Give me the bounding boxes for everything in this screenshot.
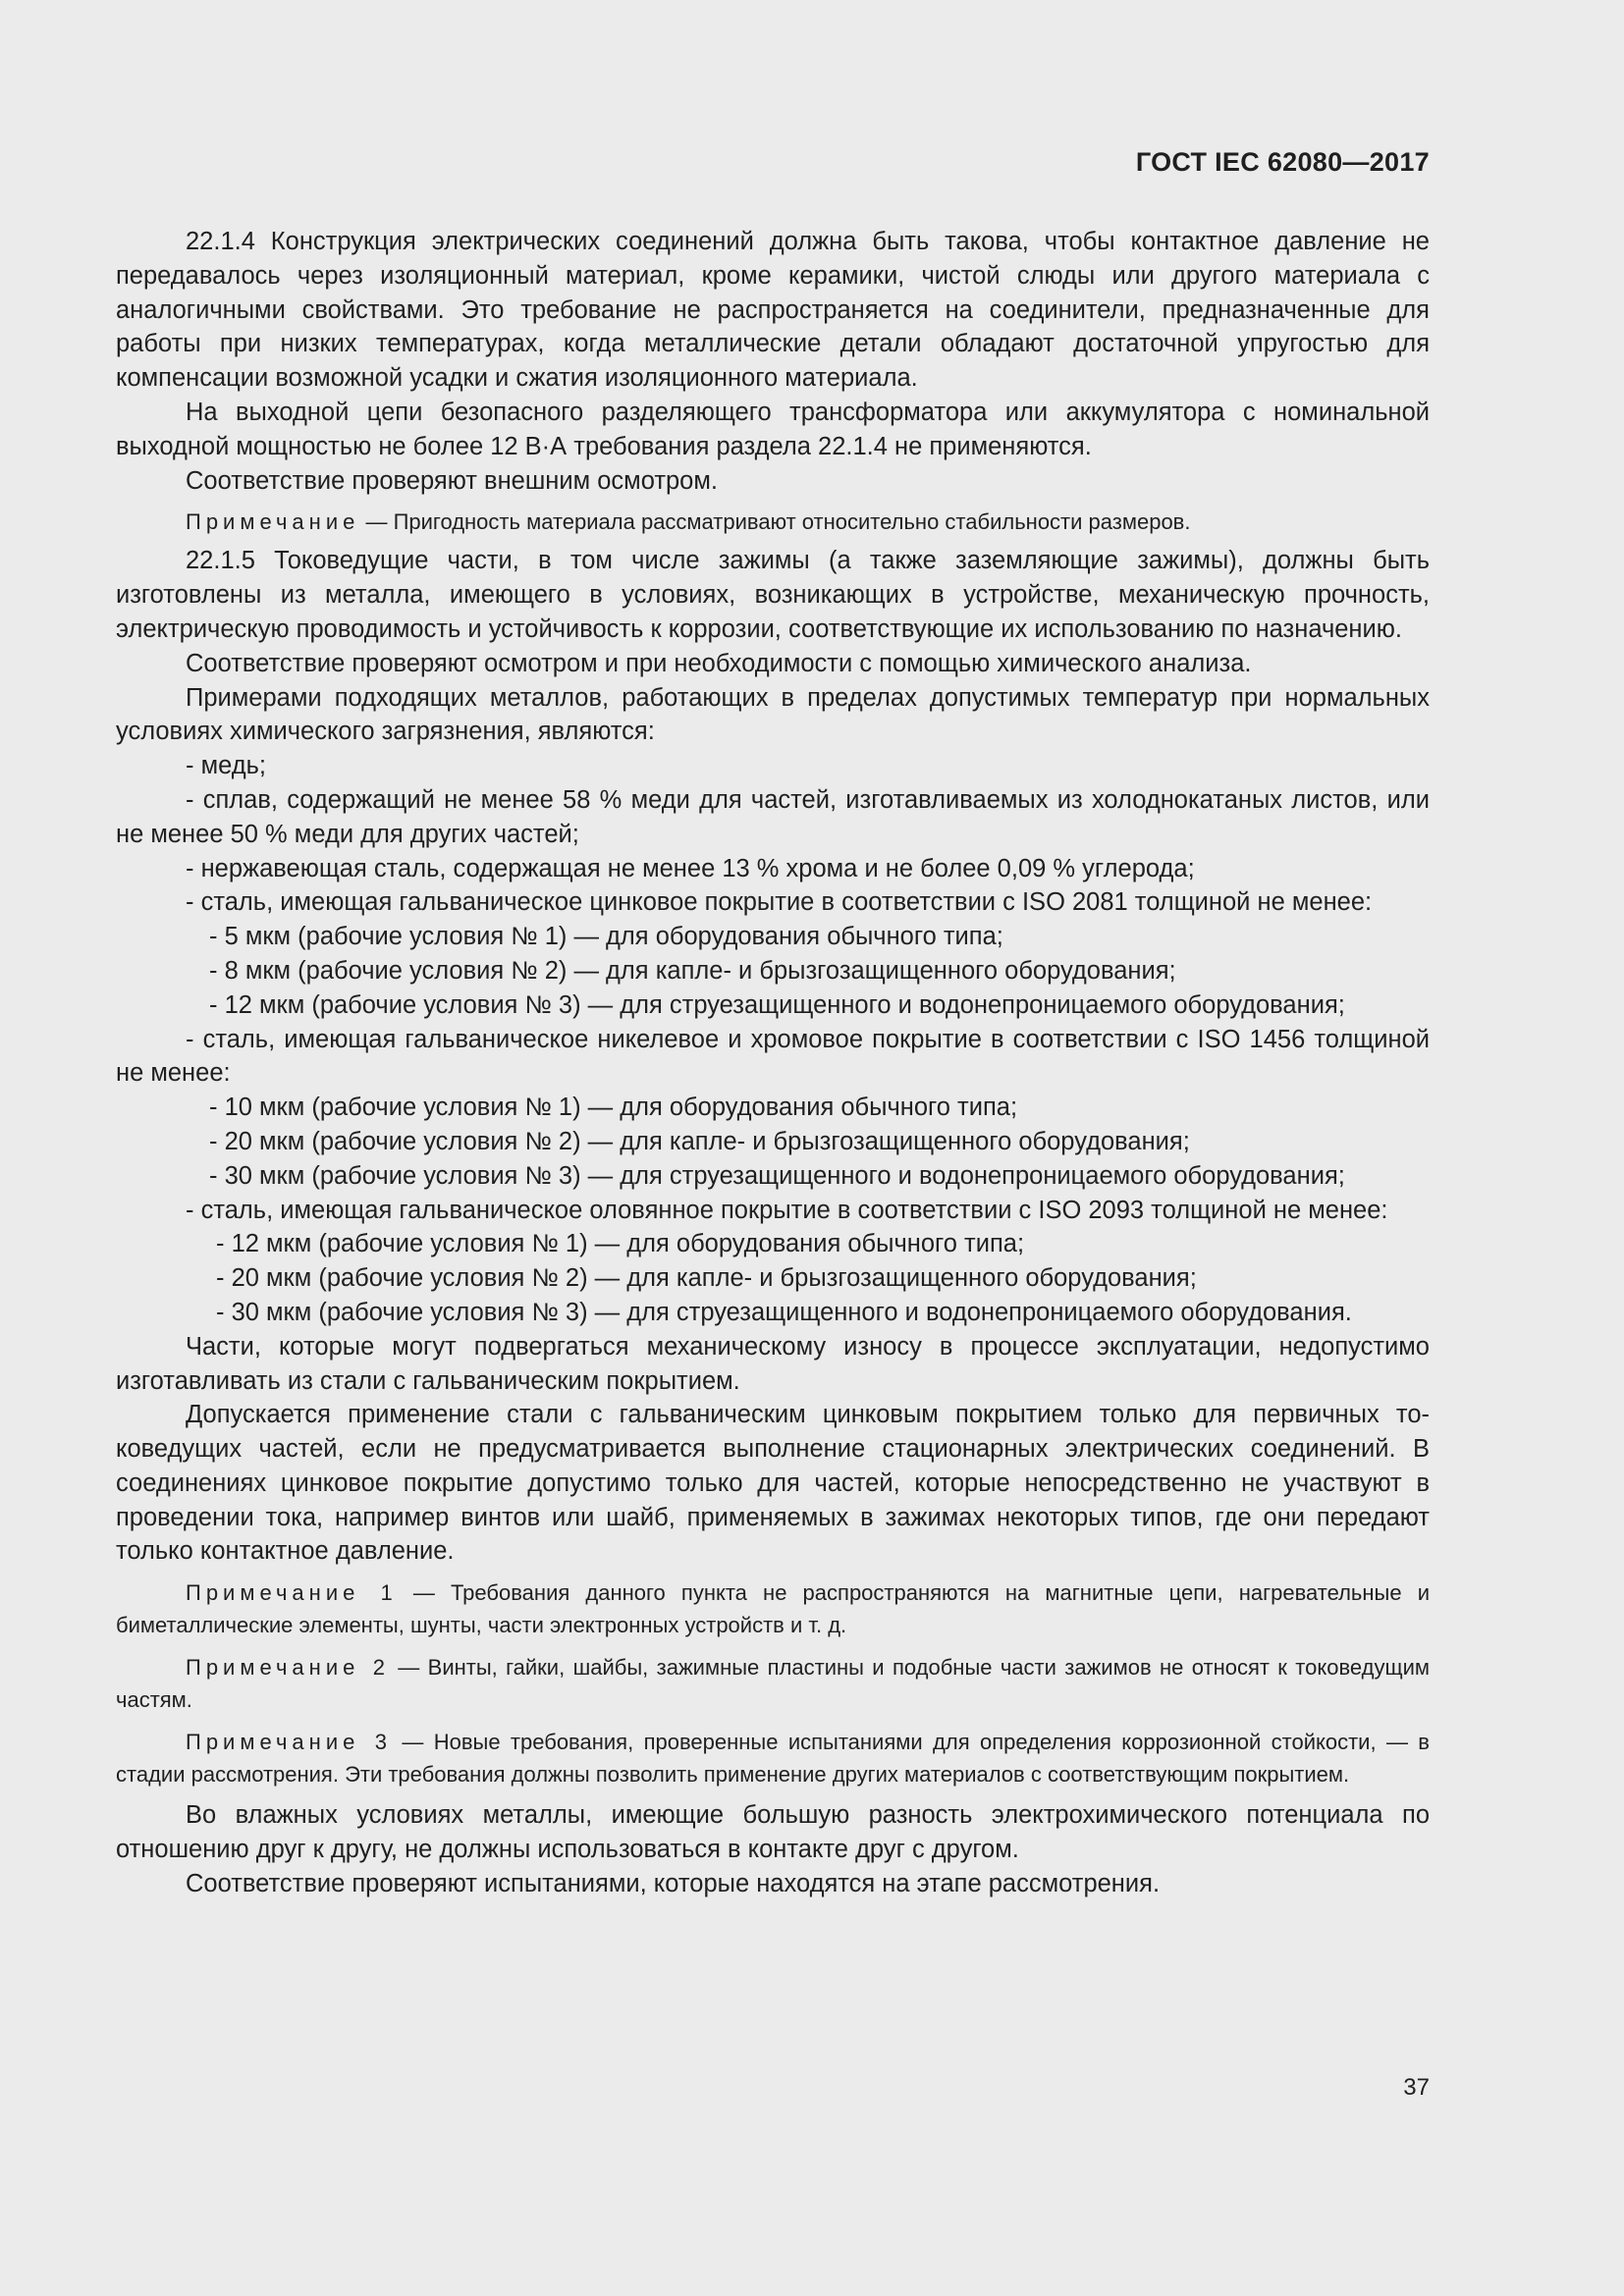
note (116, 506, 1430, 538)
paragraph: Во влажных условиях металлы, имеющие большую разность электрохимического потенциала по отношению друг к другу, не должны использоваться в контакте друг с другом. (116, 1801, 1430, 1864)
note-label: Примечание 1 (186, 1580, 398, 1606)
note (116, 1576, 1430, 1641)
note-text: — Винты, гайки, шайбы, зажимные пластины и подобные части зажимов не относят к токоведущим частям. (116, 1655, 1430, 1713)
sub-list-item: - 30 мкм (рабочие условия № 3) — для струезащищенного и водонепроницаемого оборудования; (209, 1161, 1345, 1190)
sub-list-item: - 12 мкм (рабочие условия № 1) — для оборудования обычного типа; (216, 1230, 1025, 1258)
sub-list-item: - 8 мкм (рабочие условия № 2) — для капле- и брызгозащищенного оборудования; (209, 956, 1176, 985)
note-label: Примечание 3 (186, 1730, 392, 1755)
sub-list-item: - 10 мкм (рабочие условия № 1) — для оборудования обычного типа; (209, 1094, 1018, 1122)
note-label: Примечание 2 (186, 1655, 390, 1681)
paragraph: На выходной цепи безопасного разделяющего трансформатора или аккумулятора с номинальной выходной мощностью не более 12 В·А требования раздела 22.1.4 не применяются. (116, 398, 1430, 460)
document-header: ГОСТ IEC 62080—2017 (1135, 147, 1430, 177)
paragraph: Части, которые могут подвергаться механическому износу в процессе эксплуатации, недопустимо изготавливать из стали с гальваническим покрытием. (116, 1332, 1430, 1395)
note-label: Примечание (186, 509, 360, 535)
paragraph: Допускается применение стали с гальваническим цинковым покрытием только для первичных токоведущих частей, если не предусматривается выполнение стационарных электрических соединений. В соединениях цинковое покрытие допустимо только для частей, которые непосредственно не участвуют в проведении тока, например винтов или шайб, применяемых в зажимах некоторых типов, где они передают только контактное давление. (116, 1401, 1430, 1566)
sub-list-item: - 30 мкм (рабочие условия № 3) — для струезащищенного и водонепроницаемого оборудования. (216, 1298, 1352, 1326)
note (116, 1651, 1430, 1716)
clause-22-1-5: 22.1.5 Токоведущие части, в том числе зажимы (а также заземляющие зажимы), должны быть изготовлены из металла, имеющего в условиях, возникающих в устройстве, механическую прочность, электрическую проводимость и устойчивость к коррозии, соответствующие их использованию по назначению. (116, 547, 1430, 643)
list-item: - сплав, содержащий не менее 58 % меди для частей, изготавливаемых из холоднокатаных листов, или не менее 50 % меди для других частей; (116, 785, 1430, 848)
list-item: - медь; (186, 752, 266, 780)
page-number: 37 (1403, 2074, 1430, 2101)
note (116, 1726, 1430, 1790)
list-item: - сталь, имеющая гальваническое цинковое покрытие в соответствии с ISO 2081 толщиной не менее: (186, 888, 1373, 917)
compliance-check: Соответствие проверяют внешним осмотром. (186, 466, 718, 495)
paragraph: Примерами подходящих металлов, работающих в пределах допустимых температур при нормальных условиях химического загрязнения, являются: (116, 683, 1430, 746)
clause-22-1-4: 22.1.4 Конструкция электрических соединений должна быть такова, чтобы контактное давление не передавалось через изоляционный материал, кроме керамики, чистой слюды или другого материала с аналогичными свойствами. Это требование не распространяется на соединители, предназначенные для работы при низких температурах, когда металлические детали обладают достаточной упругостью для компенсации возможной усадки и сжатия изоляционного материала. (116, 228, 1430, 393)
compliance-check: Соответствие проверяют осмотром и при необходимости с помощью химического анализа. (186, 649, 1252, 677)
note-text: — Новые требования, проверенные испытаниями для определения коррозионной стойкости, — в стадии рассмотрения. Эти требования должны позволить применение других материалов с соответствующим покрытием. (116, 1730, 1430, 1788)
note-text: — Пригодность материала рассматривают относительно стабильности размеров. (359, 509, 1191, 535)
sub-list-item: - 20 мкм (рабочие условия № 2) — для капле- и брызгозащищенного оборудования; (216, 1264, 1197, 1293)
compliance-check: Соответствие проверяют испытаниями, которые находятся на этапе рассмотрения. (186, 1869, 1161, 1897)
page-body (116, 225, 1430, 1901)
list-item: - нержавеющая сталь, содержащая не менее 13 % хрома и не более 0,09 % углерода; (186, 854, 1195, 882)
sub-list-item: - 5 мкм (рабочие условия № 1) — для оборудования обычного типа; (209, 923, 1003, 951)
list-item: - сталь, имеющая гальваническое оловянное покрытие в соответствии с ISO 2093 толщиной не менее: (186, 1196, 1388, 1224)
sub-list-item: - 20 мкм (рабочие условия № 2) — для капле- и брызгозащищенного оборудования; (209, 1127, 1190, 1155)
note-text: — Требования данного пункта не распространяются на магнитные цепи, нагревательные и биметаллические элементы, шунты, части электронных устройств и т. д. (116, 1580, 1431, 1638)
list-item: - сталь, имеющая гальваническое никелевое и хромовое покрытие в соответствии с ISO 1456 толщиной не менее: (116, 1025, 1430, 1088)
sub-list-item: - 12 мкм (рабочие условия № 3) — для струезащищенного и водонепроницаемого оборудования; (209, 990, 1345, 1019)
